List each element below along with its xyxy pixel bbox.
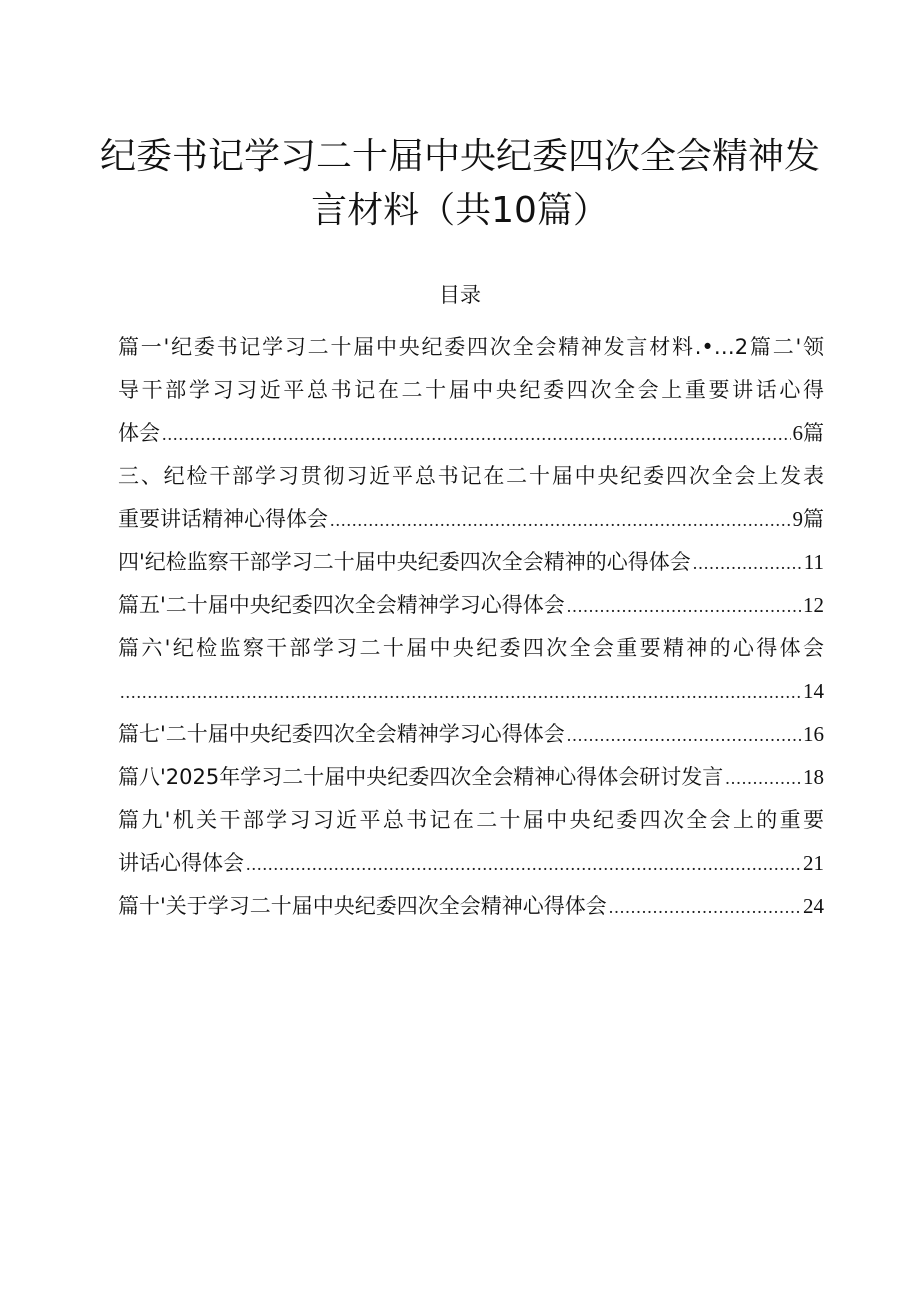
toc-line[interactable] — [118, 805, 824, 835]
toc-entry-text: 体会 — [118, 421, 160, 445]
toc-page-number: 18 — [803, 765, 824, 789]
toc-entry-text: 重要讲话精神心得体会 — [118, 507, 328, 531]
toc-page-number: 6 — [792, 421, 803, 445]
toc-line[interactable] — [118, 418, 824, 448]
toc-leader-dots — [725, 763, 801, 793]
toc-entry-text: 篇九'机关干部学习习近平总书记在二十届中央纪委四次全会上的重要 — [118, 808, 824, 832]
toc-entry-text: 四'纪检监察干部学习二十届中央纪委四次全会精神的心得体会 — [118, 550, 691, 574]
toc-entry-text: 篇十'关于学习二十届中央纪委四次全会精神心得体会 — [118, 894, 607, 918]
toc-leader-dots — [609, 892, 801, 922]
toc-leader-dots — [567, 720, 801, 750]
toc-page-number: 14 — [803, 679, 824, 703]
toc-leader-dots — [246, 849, 801, 879]
toc-entry-text: 篇五'二十届中央纪委四次全会精神学习心得体会 — [118, 593, 565, 617]
toc-line[interactable] — [118, 891, 824, 921]
toc-page-number: 12 — [803, 593, 824, 617]
toc-page-number: 9 — [792, 507, 803, 531]
toc-line[interactable] — [118, 461, 824, 491]
document-title-line-2: 言材料（共10篇） — [311, 190, 609, 231]
document-title-line-1: 纪委书记学习二十届中央纪委四次全会精神发 — [100, 136, 821, 177]
toc-page-number: 24 — [803, 894, 824, 918]
toc-entry-text: 三、纪检干部学习贯彻习近平总书记在二十届中央纪委四次全会上发表 — [118, 464, 824, 488]
toc-entry-text: 篇 — [803, 421, 824, 445]
toc-leader-dots — [120, 677, 801, 707]
toc-line[interactable] — [118, 633, 824, 663]
toc-heading: 目录 — [439, 283, 481, 307]
toc-entry-text: 篇 — [803, 507, 824, 531]
toc-leader-dots — [693, 548, 802, 578]
toc-leader-dots — [330, 505, 791, 535]
toc-entry-text: 篇八'2025年学习二十届中央纪委四次全会精神心得体会研讨发言 — [118, 765, 724, 789]
toc-line[interactable] — [118, 547, 824, 577]
toc-line[interactable] — [118, 676, 824, 706]
toc-line[interactable] — [118, 719, 824, 749]
toc-line[interactable] — [118, 332, 824, 362]
toc-line[interactable] — [118, 848, 824, 878]
toc-page-number: 11 — [803, 550, 824, 574]
toc-entry-text: 篇七'二十届中央纪委四次全会精神学习心得体会 — [118, 722, 565, 746]
toc-leader-dots — [162, 419, 791, 449]
toc-leader-dots — [567, 591, 801, 621]
toc-line[interactable] — [118, 762, 824, 792]
toc-page-number: 21 — [803, 851, 824, 875]
toc-page-number: 16 — [803, 722, 824, 746]
toc-entry-text: 篇六'纪检监察干部学习二十届中央纪委四次全会重要精神的心得体会 — [118, 636, 824, 660]
toc-entry-text: 篇一'纪委书记学习二十届中央纪委四次全会精神发言材料.•…2篇二'领 — [118, 335, 824, 359]
toc-entry-text: 讲话心得体会 — [118, 851, 244, 875]
toc-entry-text: 导干部学习习近平总书记在二十届中央纪委四次全会上重要讲话心得 — [118, 378, 824, 402]
toc-line[interactable] — [118, 504, 824, 534]
toc-line[interactable] — [118, 590, 824, 620]
toc-line[interactable] — [118, 375, 824, 405]
